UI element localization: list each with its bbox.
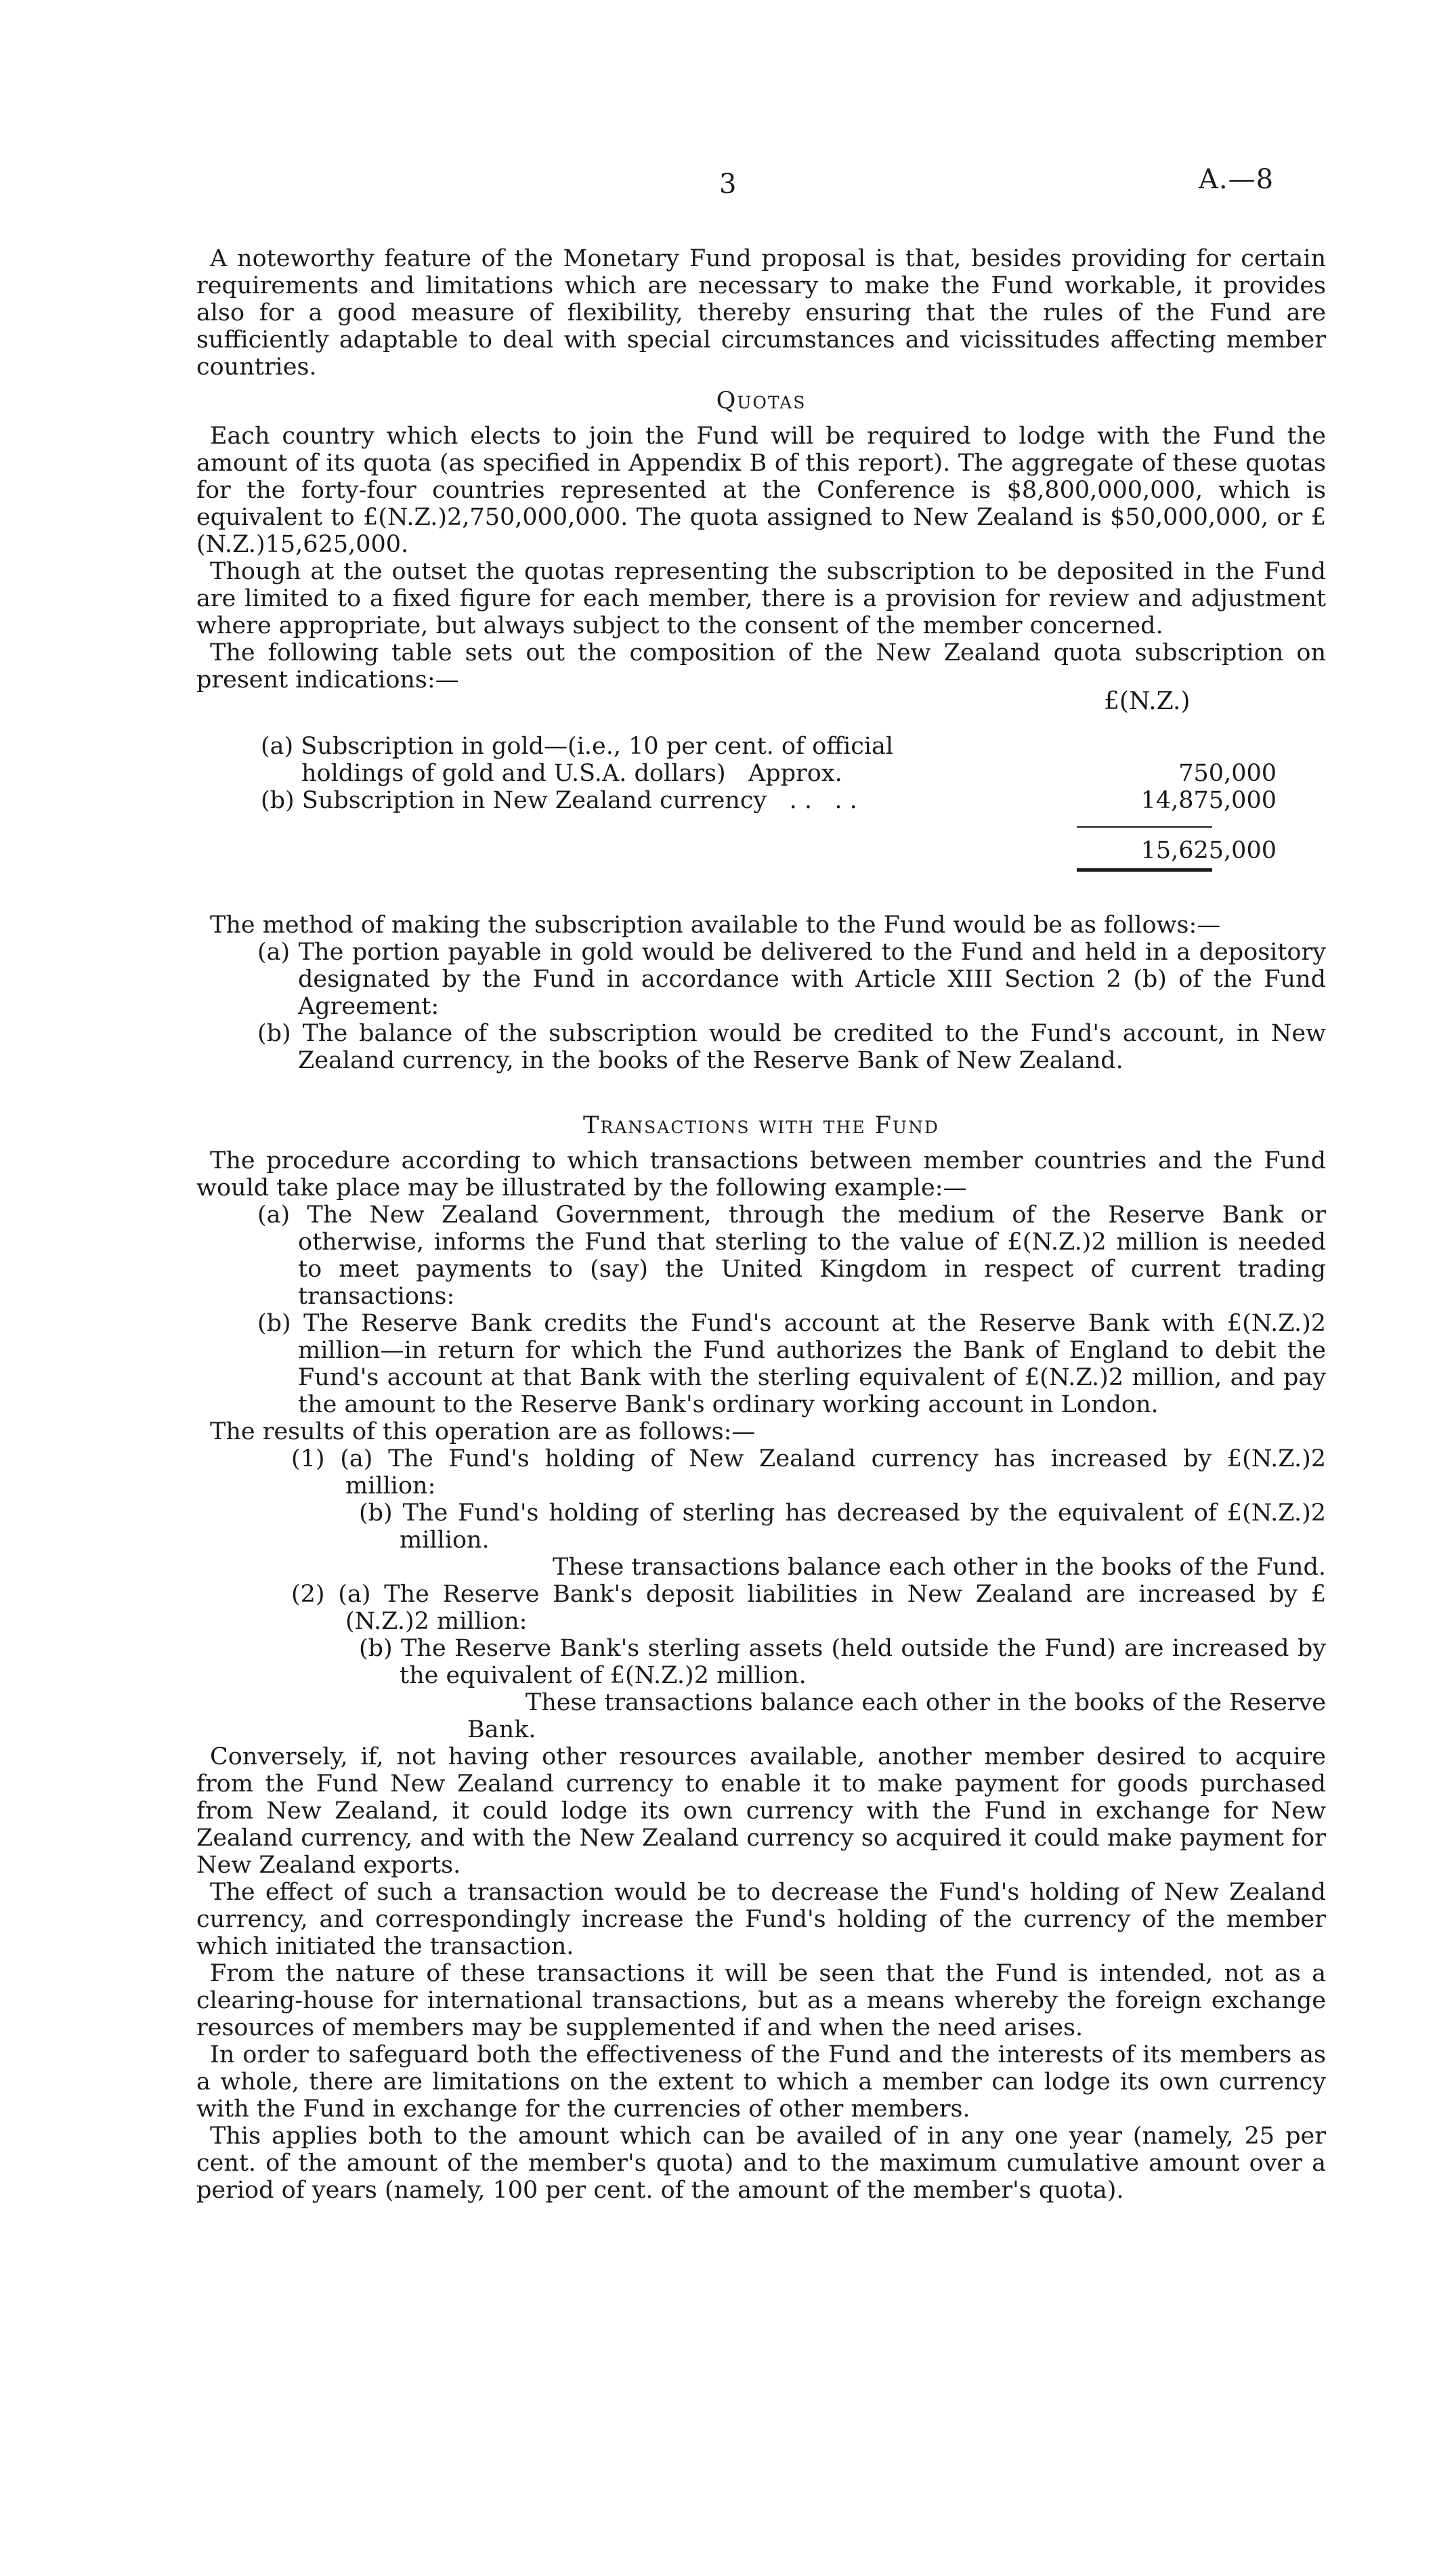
transactions-paragraph-1: The procedure according to which transactions between member countries and the Fund would take place may be illustrated by the following example:— [196,1147,1326,1201]
results-intro: The results of this operation are as follows:— [210,1418,756,1445]
row-b-amount: 14,875,000 [1140,787,1277,814]
quotas-paragraph-2: Though at the outset the quotas representing the subscription to be deposited in the Fund are limited to a fixed figure for each member, there is a provision for review and adjustment where appropriate, but always subject to the consent of the member concerned. [196,558,1326,639]
effect-paragraph: The effect of such a transaction would be to decrease the Fund's holding of New Zealand currency, and correspondingly increase the Fund's holding of the currency of the member which initiated the transaction. [196,1879,1326,1960]
applies-paragraph: This applies both to the amount which can be availed of in any one year (namely, 25 per cent. of the amount of the member's quota) and to the maximum cumulative amount over a period of years (namely, 100 per cent. of the amount of the member's quota). [196,2123,1326,2204]
total-amount: 15,625,000 [1140,837,1277,864]
quotas-heading: Quotas [716,387,807,414]
safeguard-paragraph: In order to safeguard both the effectiveness of the Fund and the interests of its members as a whole, there are limitations on the extent to which a member can lodge its own currency with the Fund in exchange for the currencies of other members. [196,2041,1326,2123]
quotas-paragraph-3: The following table sets out the composition of the New Zealand quota subscription on present indications:— [196,639,1326,694]
page-number: 3 [719,169,737,200]
page-body [196,245,1326,2204]
intro-paragraph: A noteworthy feature of the Monetary Fund proposal is that, besides providing for certain requirements and limitations which are necessary to make the Fund workable, it provides also for a good measure of flexibility, thereby ensuring that the rules of the Fund are sufficiently adaptable to deal with special circumstances and vicissitudes affecting member countries. [196,245,1326,381]
row-a-label-line2: holdings of gold and U.S.A. dollars) Approx. [301,760,842,787]
nature-paragraph: From the nature of these transactions it will be seen that the Fund is intended, not as a clearing-house for international transactions, but as a means whereby the foreign exchange resources of members may be supplemented if and when the need arises. [196,1960,1326,2041]
currency-column-header: £(N.Z.) [1104,687,1191,715]
table-row [261,760,1277,787]
total-double-rule [1077,868,1212,872]
result-2-note-line2: Bank. [467,1716,536,1743]
result-1b: (b) The Fund's holding of sterling has decreased by the equivalent of £(N.Z.)2 million. [359,1500,1326,1554]
method-item-a: (a) The portion payable in gold would be delivered to the Fund and held in a depository designated by the Fund in accordance with Article XIII Section 2 (b) of the Fund Agreement: [257,939,1326,1020]
total-rule [1077,826,1212,828]
example-item-a: (a) The New Zealand Government, through the medium of the Reserve Bank or otherwise, informs the Fund that sterling to the value of £(N.Z.)2 million is needed to meet payments to (say) the United Kingdom in respect of current trading transactions: [257,1201,1326,1310]
document-reference: A.—8 [1199,164,1275,195]
row-a-label-line1: (a) Subscription in gold—(i.e., 10 per cent. of official [261,733,894,760]
row-a-amount: 750,000 [1178,760,1277,787]
row-b-label: (b) Subscription in New Zealand currency . . . . [261,787,857,814]
transactions-heading: Transactions with the Fund [583,1112,939,1139]
quotas-paragraph-1: Each country which elects to join the Fund will be required to lodge with the Fund the amount of its quota (as specified in Appendix B of this report). The aggregate of these quotas for the forty-four countries represented at the Conference is $8,800,000,000, which is equivalent to £(N.Z.)2,750,000,000. The quota assigned to New Zealand is $50,000,000, or £(N.Z.)15,625,000. [196,423,1326,558]
method-intro: The method of making the subscription available to the Fund would be as follows:— [210,912,1221,939]
result-2b: (b) The Reserve Bank's sterling assets (held outside the Fund) are increased by the equivalent of £(N.Z.)2 million. [359,1635,1326,1689]
table-row [261,733,1277,760]
example-item-b: (b) The Reserve Bank credits the Fund's account at the Reserve Bank with £(N.Z.)2 million—in return for which the Fund authorizes the Bank of England to debit the Fund's account at that Bank with the sterling equivalent of £(N.Z.)2 million, and pay the amount to the Reserve Bank's ordinary working account in London. [257,1310,1326,1418]
result-1-note: These transactions balance each other in the books of the Fund. [552,1554,1326,1581]
result-2a: (2) (a) The Reserve Bank's deposit liabilities in New Zealand are increased by £(N.Z.)2 million: [291,1581,1326,1635]
result-2-note-line1: These transactions balance each other in the books of the Reserve [525,1689,1326,1716]
table-row [261,787,1277,814]
method-item-b: (b) The balance of the subscription would be credited to the Fund's account, in New Zealand currency, in the books of the Reserve Bank of New Zealand. [257,1020,1326,1074]
conversely-paragraph: Conversely, if, not having other resources available, another member desired to acquire from the Fund New Zealand currency to enable it to make payment for goods purchased from New Zealand, it could lodge its own currency with the Fund in exchange for New Zealand currency, and with the New Zealand currency so acquired it could make payment for New Zealand exports. [196,1743,1326,1879]
result-1a: (1) (a) The Fund's holding of New Zealand currency has increased by £(N.Z.)2 million: [291,1445,1326,1500]
quota-subscription-table [196,687,1326,897]
